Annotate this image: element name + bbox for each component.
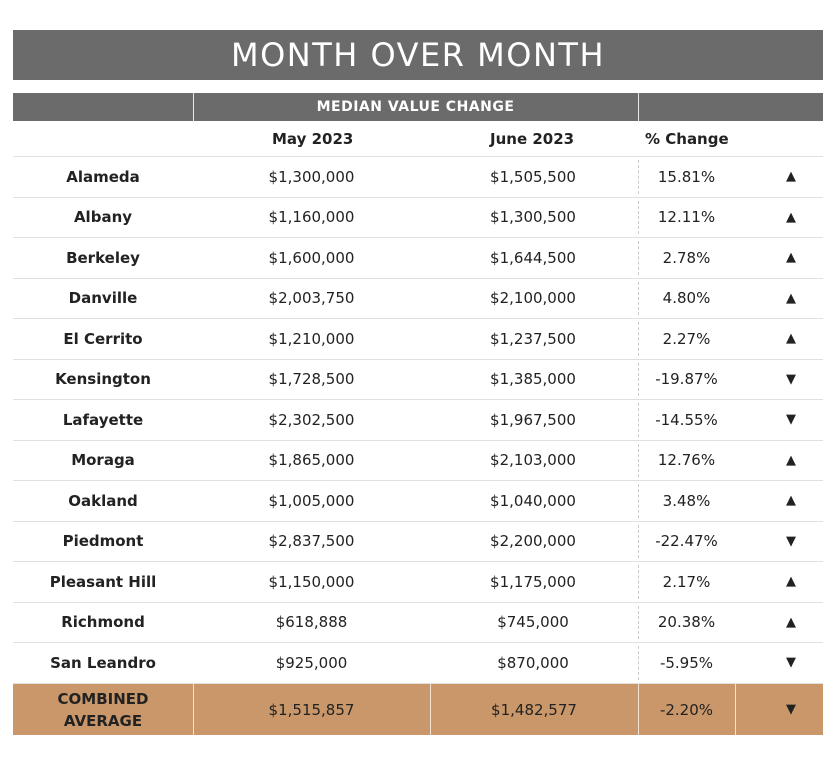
down-arrow-icon: ▼	[786, 371, 796, 387]
combined-label-line2: AVERAGE	[63, 711, 143, 730]
table-row	[13, 441, 823, 482]
row-pct-change: 12.11%	[657, 208, 716, 227]
row-june-value: $1,967,500	[490, 410, 576, 429]
row-name: Piedmont	[62, 532, 144, 551]
row-may-value: $2,003,750	[268, 289, 355, 308]
row-june-value: $2,103,000	[490, 451, 576, 470]
up-arrow-icon: ▲	[786, 250, 796, 266]
up-arrow-icon: ▲	[786, 290, 796, 306]
row-june-value: $2,200,000	[490, 532, 576, 551]
row-pct-change: 20.38%	[657, 613, 716, 632]
row-name: Richmond	[61, 613, 145, 632]
header-may: May 2023	[272, 129, 354, 148]
row-june-value: $1,505,500	[490, 167, 576, 186]
up-arrow-icon: ▲	[786, 331, 796, 347]
row-june-value: $1,385,000	[490, 370, 576, 389]
row-may-value: $1,210,000	[268, 329, 355, 348]
table-row	[13, 603, 823, 644]
row-may-value: $1,728,500	[268, 370, 355, 389]
row-pct-change: 2.17%	[662, 572, 711, 591]
row-name: Kensington	[55, 370, 151, 389]
row-may-value: $1,150,000	[268, 572, 355, 591]
row-name: El Cerrito	[63, 329, 143, 348]
header-june: June 2023	[490, 129, 575, 148]
row-name: Albany	[73, 208, 133, 227]
row-june-value: $1,237,500	[490, 329, 576, 348]
row-may-value: $2,837,500	[268, 532, 355, 551]
row-pct-change: 2.78%	[662, 248, 711, 267]
row-may-value: $1,005,000	[268, 491, 355, 510]
row-june-value: $745,000	[497, 613, 569, 632]
row-name: Alameda	[66, 167, 140, 186]
row-pct-change: 12.76%	[657, 451, 716, 470]
combined-pct-change: -2.20%	[659, 700, 714, 719]
table-row	[13, 522, 823, 563]
row-name: Berkeley	[66, 248, 140, 267]
row-pct-change: -14.55%	[655, 410, 718, 429]
column-group-band	[13, 93, 823, 121]
combined-june-value: $1,482,577	[491, 700, 577, 719]
row-name: Danville	[68, 289, 138, 308]
header-pct-change: % Change	[645, 129, 729, 148]
up-arrow-icon: ▲	[786, 169, 796, 185]
table-row	[13, 319, 823, 360]
row-pct-change: -5.95%	[659, 653, 714, 672]
median-value-change-label: MEDIAN VALUE CHANGE	[316, 99, 515, 115]
row-june-value: $1,644,500	[490, 248, 576, 267]
page-title: MONTH OVER MONTH	[13, 30, 823, 80]
table-row	[13, 562, 823, 603]
table-row	[13, 198, 823, 239]
row-may-value: $1,865,000	[268, 451, 355, 470]
row-may-value: $1,160,000	[268, 208, 355, 227]
combined-average-label	[13, 684, 193, 735]
table-row	[13, 400, 823, 441]
combined-label-line1: COMBINED	[57, 689, 149, 708]
table-row	[13, 360, 823, 401]
row-may-value: $1,300,000	[268, 167, 355, 186]
row-june-value: $2,100,000	[490, 289, 576, 308]
combined-may-value: $1,515,857	[268, 700, 355, 719]
row-pct-change: 3.48%	[662, 491, 711, 510]
combined-average-row	[13, 684, 823, 735]
row-may-value: $1,600,000	[268, 248, 355, 267]
down-arrow-icon: ▼	[786, 655, 796, 671]
up-arrow-icon: ▲	[786, 209, 796, 225]
row-may-value: $925,000	[275, 653, 348, 672]
row-june-value: $870,000	[497, 653, 569, 672]
row-june-value: $1,300,500	[490, 208, 576, 227]
table-row	[13, 157, 823, 198]
combined-trend-icon: ▼	[786, 702, 796, 717]
row-may-value: $618,888	[275, 613, 348, 632]
row-june-value: $1,175,000	[490, 572, 576, 591]
row-name: Lafayette	[62, 410, 144, 429]
row-name: Moraga	[71, 451, 135, 470]
table-row	[13, 279, 823, 320]
table-row	[13, 643, 823, 684]
row-june-value: $1,040,000	[490, 491, 576, 510]
up-arrow-icon: ▲	[786, 574, 796, 590]
row-name: Pleasant Hill	[49, 572, 157, 591]
row-pct-change: -22.47%	[655, 532, 718, 551]
table-row	[13, 238, 823, 279]
down-arrow-icon: ▼	[786, 412, 796, 428]
row-name: Oakland	[68, 491, 138, 510]
up-arrow-icon: ▲	[786, 614, 796, 630]
row-may-value: $2,302,500	[268, 410, 355, 429]
up-arrow-icon: ▲	[786, 493, 796, 509]
row-pct-change: 2.27%	[662, 329, 711, 348]
table-row	[13, 481, 823, 522]
row-pct-change: 4.80%	[662, 289, 711, 308]
row-name: San Leandro	[50, 653, 156, 672]
row-pct-change: -19.87%	[655, 370, 718, 389]
down-arrow-icon: ▼	[786, 533, 796, 549]
up-arrow-icon: ▲	[786, 452, 796, 468]
row-pct-change: 15.81%	[657, 167, 716, 186]
